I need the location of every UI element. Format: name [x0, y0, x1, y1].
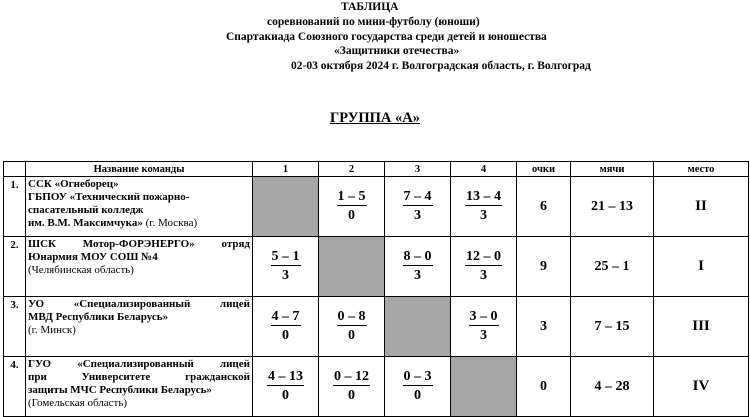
- table-row: [4, 177, 749, 237]
- table-row: [4, 237, 749, 297]
- self-match-cell: [319, 237, 385, 297]
- team-points: 9: [517, 237, 571, 297]
- team-place: I: [654, 237, 749, 297]
- match-result: 3 – 0 3: [451, 297, 517, 357]
- results-table: [3, 161, 749, 417]
- team-points: 6: [517, 177, 571, 237]
- header-competition: соревнований по мини-футболу (юноши): [267, 16, 480, 28]
- col-3: 3: [385, 162, 451, 177]
- document-header: [0, 0, 750, 80]
- col-4: 4: [451, 162, 517, 177]
- team-goals: 7 – 15: [571, 297, 654, 357]
- match-result: 12 – 0 3: [451, 237, 517, 297]
- header-date-location: 02-03 октября 2024 г. Волгоградская область, г. Волгоград: [291, 60, 591, 72]
- header-title: ТАБЛИЦА: [341, 1, 399, 13]
- team-place: IV: [654, 357, 749, 417]
- team-number: 4.: [4, 357, 26, 417]
- col-team-name: Название команды: [26, 162, 253, 177]
- self-match-cell: [451, 357, 517, 417]
- col-2: 2: [319, 162, 385, 177]
- table-row: [4, 297, 749, 357]
- team-goals: 4 – 28: [571, 357, 654, 417]
- col-points: очки: [517, 162, 571, 177]
- col-goals: мячи: [571, 162, 654, 177]
- team-goals: 21 – 13: [571, 177, 654, 237]
- team-goals: 25 – 1: [571, 237, 654, 297]
- team-name: ССК «Огнеборец» ГБПОУ «Технический пожарно- спасательный колледж им. В.М. Максимчука» (г. Москва): [26, 177, 253, 237]
- team-number: 2.: [4, 237, 26, 297]
- table-header-row: [4, 162, 749, 177]
- match-result: 0 – 3 0: [385, 357, 451, 417]
- group-title: ГРУППА «А»: [330, 110, 420, 126]
- team-name: ШСК Мотор-ФОРЭНЕРГО» отряд Юнармия МОУ СОШ №4 (Челябинская область): [26, 237, 253, 297]
- header-event: Спартакиада Союзного государства среди детей и юношества: [226, 31, 547, 43]
- team-place: II: [654, 177, 749, 237]
- team-name: ГУО «Специализированный лицей при Университете гражданской защиты МЧС Республики Беларусь» (Гомельская область): [26, 357, 253, 417]
- match-result: 0 – 12 0: [319, 357, 385, 417]
- team-points: 0: [517, 357, 571, 417]
- team-place: III: [654, 297, 749, 357]
- match-result: 4 – 7 0: [253, 297, 319, 357]
- match-result: 8 – 0 3: [385, 237, 451, 297]
- col-place: место: [654, 162, 749, 177]
- col-1: 1: [253, 162, 319, 177]
- team-number: 3.: [4, 297, 26, 357]
- match-result: 13 – 4 3: [451, 177, 517, 237]
- match-result: 7 – 4 3: [385, 177, 451, 237]
- match-result: 4 – 13 0: [253, 357, 319, 417]
- team-name: УО «Специализированный лицей МВД Республики Беларусь» (г. Минск): [26, 297, 253, 357]
- self-match-cell: [253, 177, 319, 237]
- team-number: 1.: [4, 177, 26, 237]
- match-result: 5 – 1 3: [253, 237, 319, 297]
- match-result: 1 – 5 0: [319, 177, 385, 237]
- table-row: [4, 357, 749, 417]
- match-result: 0 – 8 0: [319, 297, 385, 357]
- col-num: [4, 162, 26, 177]
- self-match-cell: [385, 297, 451, 357]
- team-points: 3: [517, 297, 571, 357]
- header-motto: «Защитники отечества»: [334, 45, 460, 57]
